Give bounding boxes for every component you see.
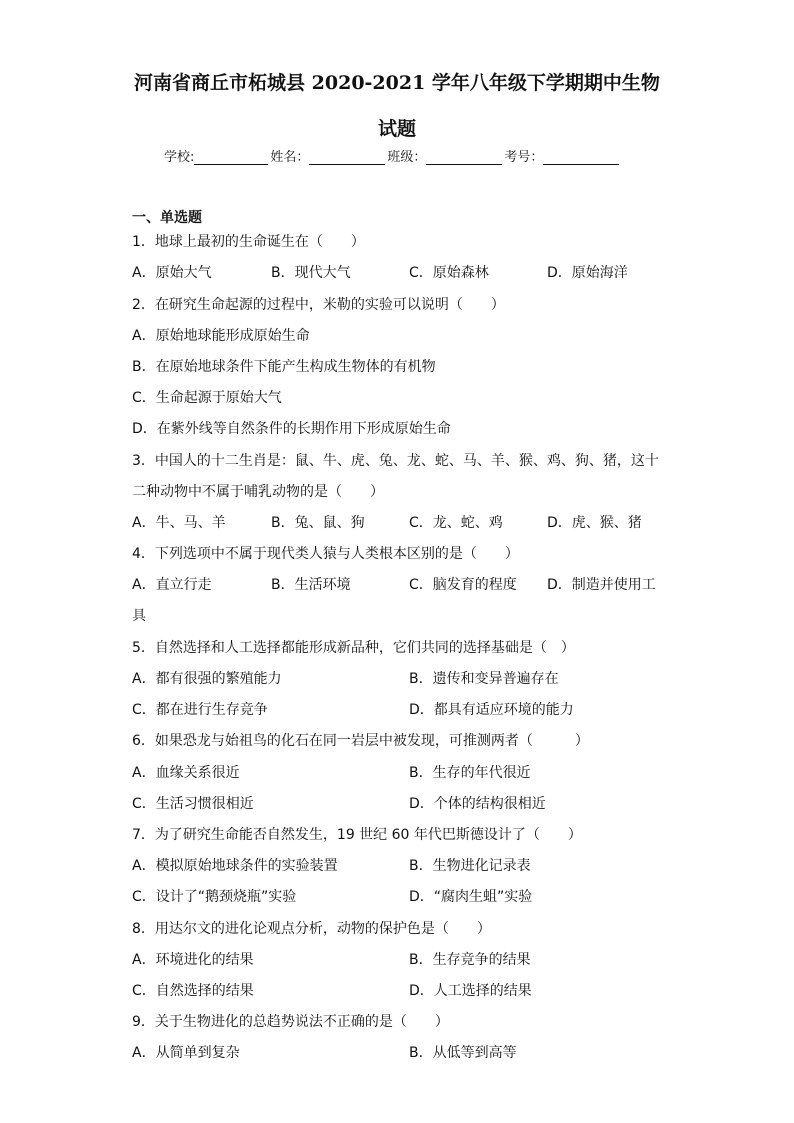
question-4-option-d-wrap: 具 [132, 608, 146, 624]
question-6-option-c: C．生活习惯很相近 [132, 796, 254, 812]
question-8-option-c: C．自然选择的结果 [132, 983, 254, 999]
question-1-option-b: B．现代大气 [271, 265, 351, 281]
name-label: 姓名： [270, 150, 310, 165]
question-3-option-b: B．兔、鼠、狗 [271, 515, 365, 531]
question-4-option-b: B．生活环境 [271, 577, 351, 593]
question-5-option-c: C．都在进行生存竞争 [132, 702, 268, 718]
question-7-option-a: A．模拟原始地球条件的实验装置 [132, 858, 338, 874]
question-9-stem: 9．关于生物进化的总趋势说法不正确的是（ ） [132, 1014, 449, 1030]
question-8-stem: 8．用达尔文的进化论观点分析，动物的保护色是（ ） [132, 921, 491, 937]
question-4-option-d: D．制造并使用工 [547, 577, 656, 593]
question-4-option-c: C．脑发育的程度 [409, 577, 517, 593]
question-1-option-d: D．原始海洋 [547, 265, 628, 281]
document-title-line2: 试题 [377, 118, 416, 140]
question-5-option-b: B．遗传和变异普遍存在 [409, 671, 559, 687]
document-title-line1: 河南省商丘市柘城县 2020-2021 学年八年级下学期期中生物 [134, 72, 660, 94]
question-7-option-d: D．“腐肉生蛆”实验 [409, 889, 533, 905]
question-8-option-d: D．人工选择的结果 [409, 983, 532, 999]
question-1-option-a: A．原始大气 [132, 265, 212, 281]
section-heading: 一、单选题 [132, 210, 202, 226]
question-2-option-b: B．在原始地球条件下能产生构成生物体的有机物 [132, 359, 436, 375]
question-3-stem-line2: 二种动物中不属于哺乳动物的是（ ） [132, 484, 384, 500]
question-4-option-a: A．直立行走 [132, 577, 212, 593]
exam-label: 考号： [504, 150, 544, 165]
school-label: 学校: [164, 150, 195, 165]
question-8-option-a: A．环境进化的结果 [132, 952, 254, 968]
question-4-stem: 4．下列选项中不属于现代类人猿与人类根本区别的是（ ） [132, 546, 519, 562]
question-6-option-b: B．生存的年代很近 [409, 765, 531, 781]
question-8-option-b: B．生存竞争的结果 [409, 952, 531, 968]
class-blank [426, 150, 502, 165]
question-7-stem: 7．为了研究生命能否自然发生，19 世纪 60 年代巴斯德设计了（ ） [132, 827, 582, 843]
question-6-stem: 6．如果恐龙与始祖鸟的化石在同一岩层中被发现，可推测两者（ ） [132, 733, 589, 749]
question-2-option-d: D．在紫外线等自然条件的长期作用下形成原始生命 [132, 421, 451, 437]
question-1-option-c: C．原始森林 [409, 265, 489, 281]
question-1-stem: 1．地球上最初的生命诞生在（ ） [132, 234, 365, 250]
question-3-stem-line1: 3．中国人的十二生肖是：鼠、牛、虎、兔、龙、蛇、马、羊、猴、鸡、狗、猪，这十 [132, 453, 659, 469]
question-3-option-a: A．牛、马、羊 [132, 515, 226, 531]
question-7-option-b: B．生物进化记录表 [409, 858, 531, 874]
question-2-stem: 2．在研究生命起源的过程中，米勒的实验可以说明（ ） [132, 297, 505, 313]
question-2-option-a: A．原始地球能形成原始生命 [132, 328, 310, 344]
exam-blank [543, 150, 619, 165]
question-5-option-d: D．都具有适应环境的能力 [409, 702, 574, 718]
school-blank [194, 150, 268, 165]
name-blank [309, 150, 385, 165]
question-6-option-d: D．个体的结构很相近 [409, 796, 546, 812]
question-5-stem: 5．自然选择和人工选择都能形成新品种，它们共同的选择基础是（ ） [132, 640, 575, 656]
class-label: 班级： [387, 150, 427, 165]
student-info-line [164, 146, 621, 165]
question-3-option-d: D．虎、猴、猪 [547, 515, 642, 531]
question-7-option-c: C．设计了“鹅颈烧瓶”实验 [132, 889, 297, 905]
question-9-option-b: B．从低等到高等 [409, 1045, 517, 1061]
question-2-option-c: C．生命起源于原始大气 [132, 390, 282, 406]
question-9-option-a: A．从简单到复杂 [132, 1045, 240, 1061]
question-6-option-a: A．血缘关系很近 [132, 765, 240, 781]
question-5-option-a: A．都有很强的繁殖能力 [132, 671, 282, 687]
question-3-option-c: C．龙、蛇、鸡 [409, 515, 503, 531]
